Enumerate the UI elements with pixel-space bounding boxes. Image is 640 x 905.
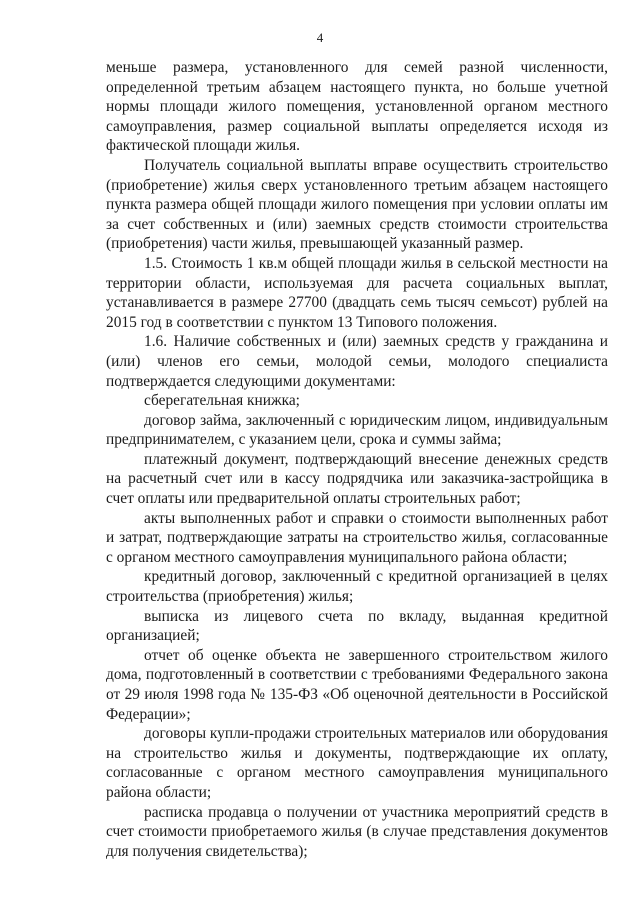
document-body [106,58,608,861]
paragraph: меньше размера, установленного для семей разной численности, определенной третьим абзацем настоящего пункта, но больше учетной нормы площади жилого помещения, установленной органом местного самоуправления, размер социальной выплаты определяется исходя из фактической площади жилья. [106,59,608,155]
list-item: выписка из лицевого счета по вкладу, выданная кредитной организацией; [106,607,608,645]
list-item: акты выполненных работ и справки о стоимости выполненных работ и затрат, подтверждающие затраты на строительство жилья, согласованные с органом местного самоуправления муниципального района области; [106,509,608,566]
list-item: договор займа, заключенный с юридическим лицом, индивидуальным предпринимателем, с указанием цели, срока и суммы займа; [106,411,608,449]
list-item: платежный документ, подтверждающий внесение денежных средств на расчетный счет или в кассу подрядчика или заказчика-застройщика в счет оплаты или предварительной оплаты строительных работ; [106,450,608,508]
page-number: 4 [316,30,324,45]
list-item: сберегательная книжка; [144,392,300,410]
list-item: договоры купли-продажи строительных материалов или оборудования на строительство жилья и документы, подтверждающие их оплату, согласованные с органом местного самоуправления муниципального района области; [106,725,608,801]
paragraph: Получатель социальной выплаты вправе осуществить строительство (приобретение) жилья сверх установленного третьим абзацем настоящего пункта размера общей площади жилого помещения при условии оплаты им за счет собственных и (или) заемных средств стоимости строительства (приобретения) части жилья, превышающей указанный размер. [106,156,608,253]
list-item: расписка продавца о получении от участника мероприятий средств в счет стоимости приобретаемого жилья (в случае представления документов для получения свидетельства); [106,803,608,860]
list-item: отчет об оценке объекта не завершенного строительством жилого дома, подготовленный в соответствии с требованиями Федерального закона от 29 июля 1998 года № 135-ФЗ «Об оценочной деятельности в Российской Федерации»; [106,646,608,723]
paragraph: 1.5. Стоимость 1 кв.м общей площади жилья в сельской местности на территории области, используемая для расчета социальных выплат, устанавливается в размере 27700 (двадцать семь тысяч семьсот) рублей на 2015 год в соответствии с пунктом 13 Типового положения. [106,254,608,331]
list-item: кредитный договор, заключенный с кредитной организацией в целях строительства (приобретения) жилья; [106,568,608,606]
paragraph: 1.6. Наличие собственных и (или) заемных средств у гражданина и (или) членов его семьи, молодой семьи, молодого специалиста подтверждается следующими документами: [106,333,608,390]
